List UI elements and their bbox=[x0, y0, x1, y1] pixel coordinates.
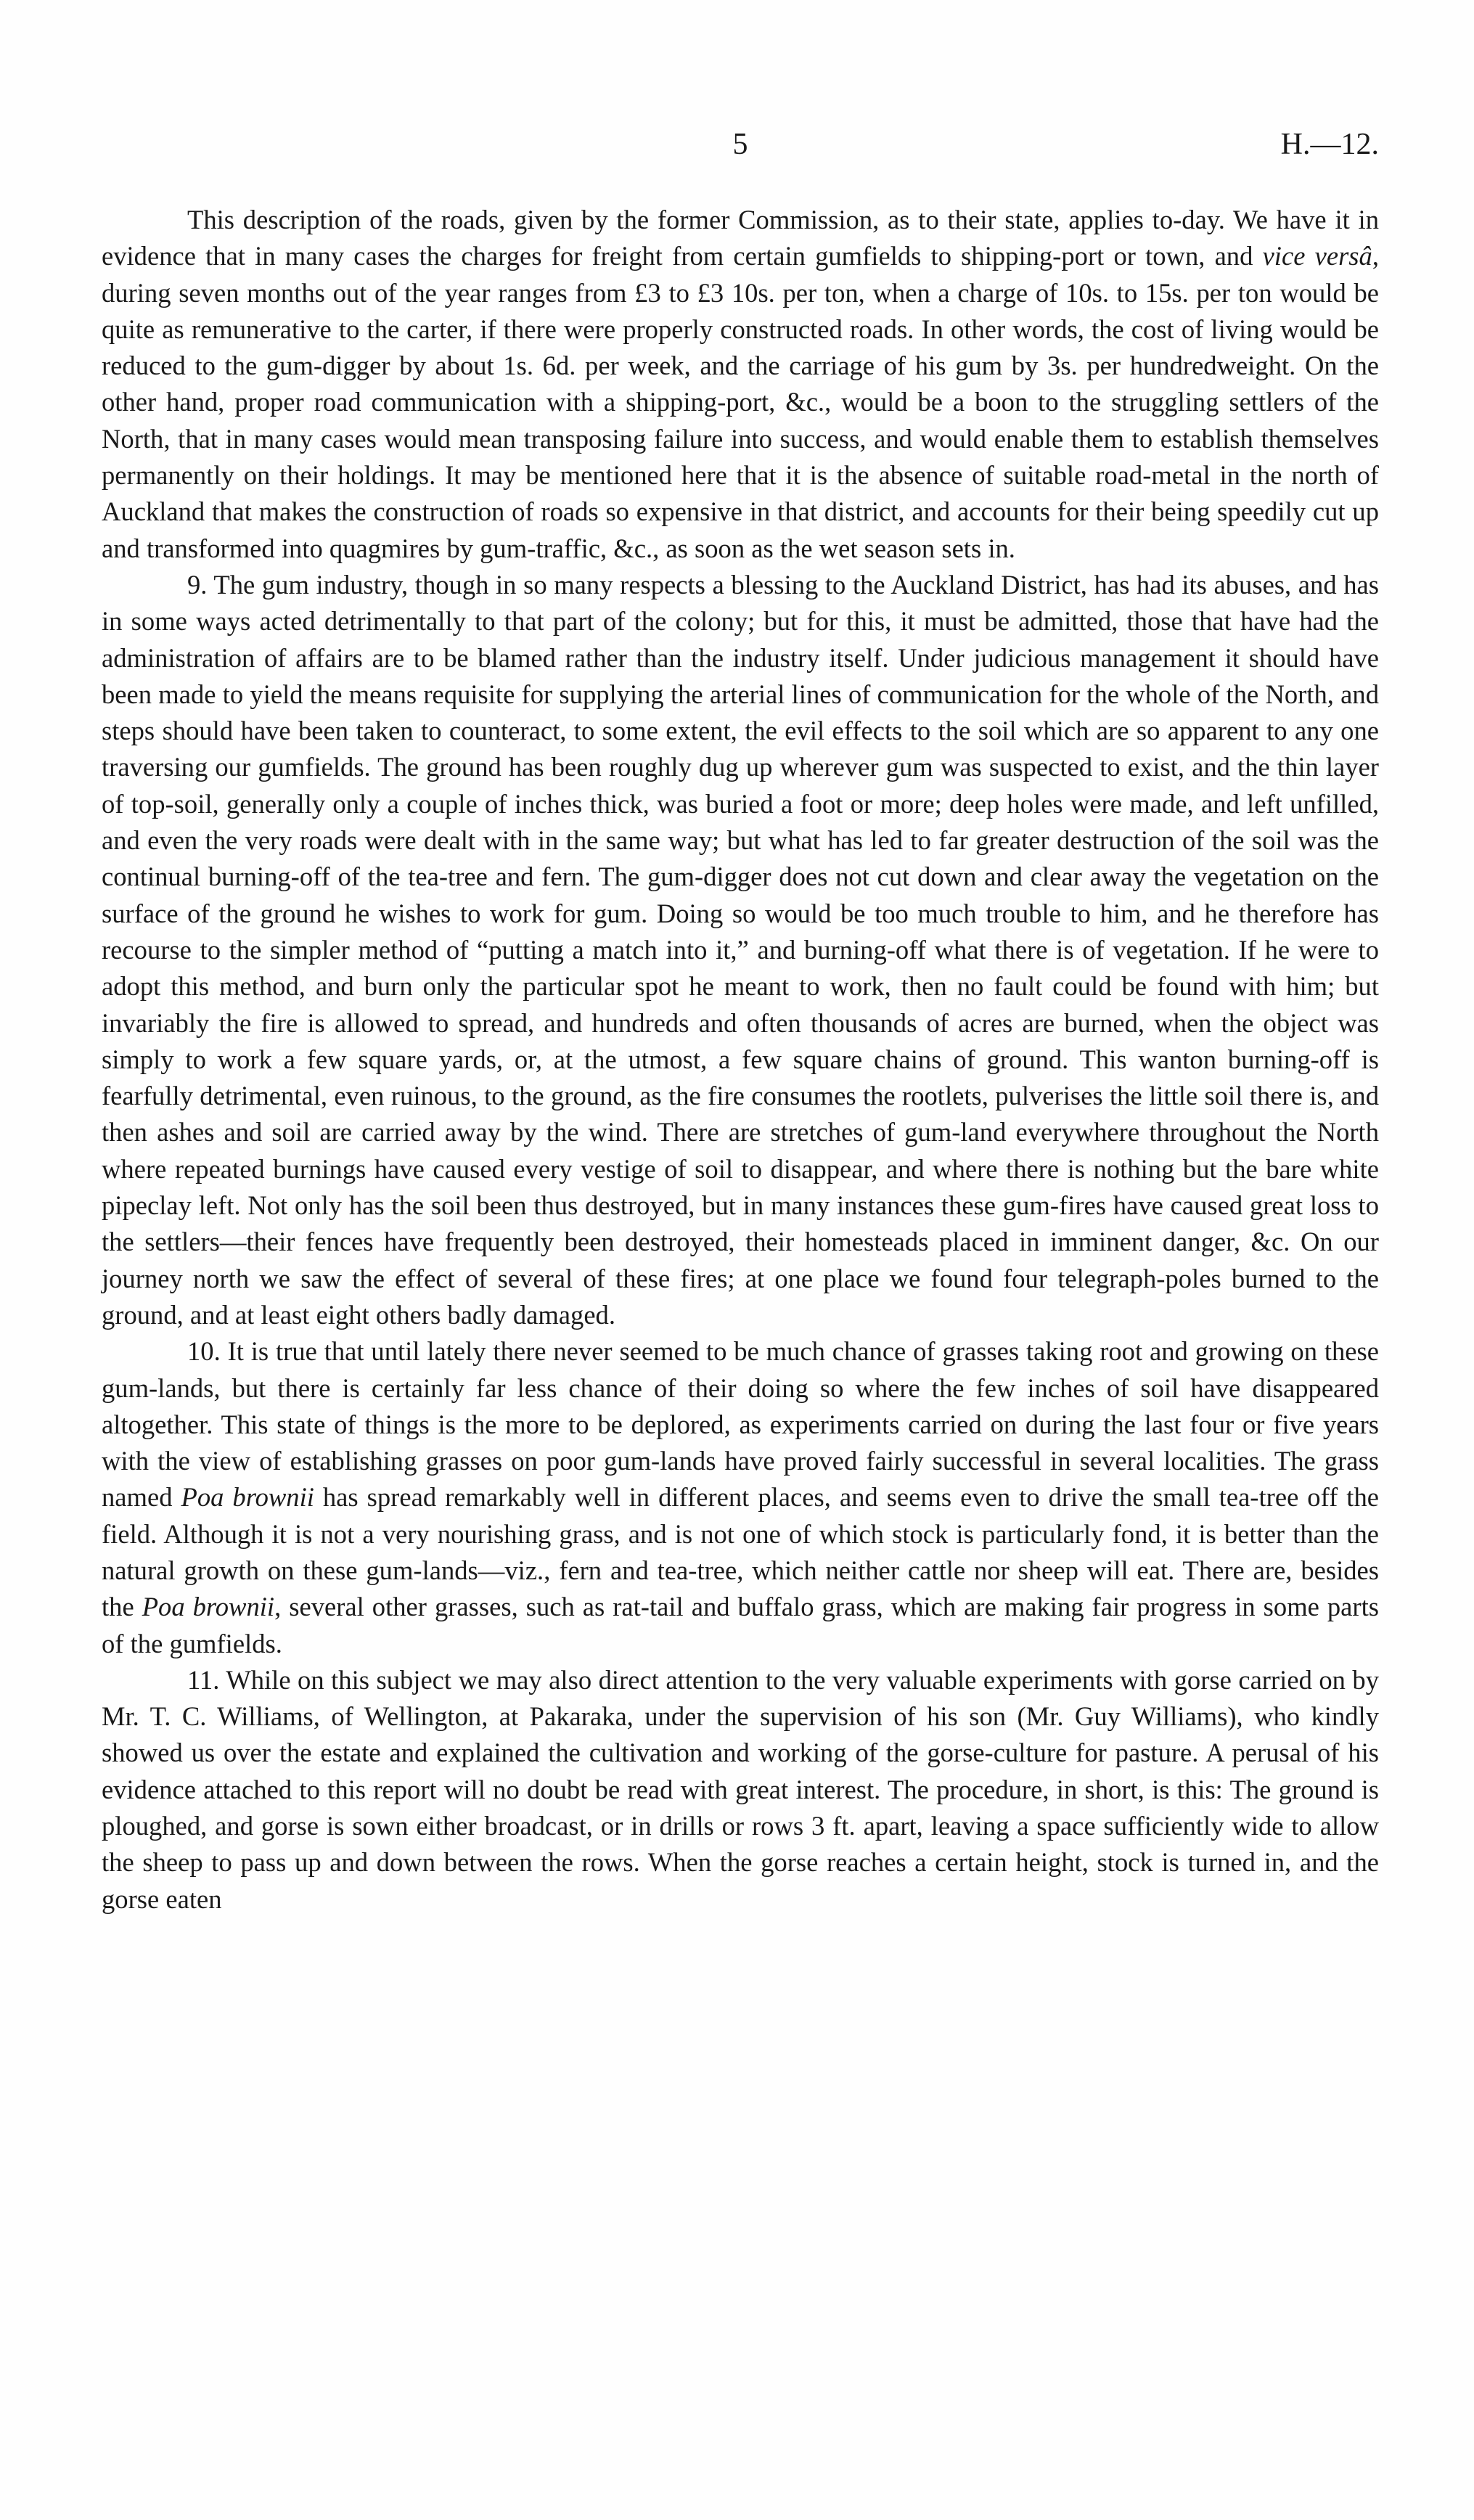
text-segment: 11. While on this subject we may also direct attention to the very valuable experiments with gorse carried on by Mr. T. C. Williams, of Wellington, at Pakaraka, under the supervision of his son (Mr. Guy Williams), who kindly showed us over the estate and explained the cultivation and working of the gorse-culture for pasture. A perusal of his evidence attached to this report will no doubt be read with great interest. The procedure, in short, is this: The ground is ploughed, and gorse is sown either broadcast, or in drills or rows 3 ft. apart, leaving a space sufficiently wide to allow the sheep to pass up and down between the rows. When the gorse reaches a certain height, stock is turned in, and the gorse eaten bbox=[102, 1664, 1379, 1914]
page-header bbox=[102, 127, 1379, 171]
italic-term: Poa brownii bbox=[142, 1592, 275, 1622]
text-segment: 10. It is true that until lately there never seemed to be much chance of grasses taking root and growing on these gum-lands, but there is certainly far less chance of their doing so where the few inches of soil have disappeared altogether. This state of things is the more to be deplored, as experiments carried on during the last four or five years with the view of establishing grasses on poor gum-lands have proved fairly successful in several localities. The grass named bbox=[102, 1336, 1379, 1513]
document-reference: H.—12. bbox=[1280, 128, 1379, 161]
paragraph-10-grasses bbox=[102, 1333, 1379, 1662]
text-segment: 9. The gum industry, though in so many respects a blessing to the Auckland District, has had its abuses, and has in some ways acted detrimentally to that part of the colony; but for this, it must be admitted, those that have had the administration of affairs are to be blamed rather than the industry itself. Under judicious management it should have been made to yield the means requisite for supplying the arterial lines of communication for the whole of the North, and steps should have been taken to counteract, to some extent, the evil effects to the soil which are so apparent to any one traversing our gumfields. The ground has been roughly dug up wherever gum was suspected to exist, and the thin layer of top-soil, generally only a couple of inches thick, was buried a foot or more; deep holes were made, and left unfilled, and even the very roads were dealt with in the same way; but what has led to far greater destruction of the soil was the continual burning-off of the tea-tree and fern. The gum-digger does not cut down and clear away the vegetation on the surface of the ground he wishes to work for gum. Doing so would be too much trouble to him, and he therefore has recourse to the simpler method of “putting a match into it,” and burning-off what there is of vegetation. If he were to adopt this method, and burn only the particular spot he meant to work, then no fault could be found with him; but invariably the fire is allowed to spread, and hundreds and often thousands of acres are burned, when the object was simply to work a few square yards, or, at the utmost, a few square chains of ground. This wanton burning-off is fearfully detrimental, even ruinous, to the ground, as the fire consumes the rootlets, pulverises the little soil there is, and then ashes and soil are carried away by the wind. There are stretches of gum-land everywhere throughout the North where repeated burnings have caused every vestige of soil to disappear, and where there is nothing but the bare white pipeclay left. Not only has the soil been thus destroyed, but in many instances these gum-fires have caused great loss to the settlers—their fences have frequently been destroyed, their homesteads placed in imminent danger, &c. On our journey north we saw the effect of several of these fires; at one place we found four telegraph-poles burned to the ground, and at least eight others badly damaged. bbox=[102, 569, 1379, 1330]
text-segment: This description of the roads, given by the former Commission, as to their state, applies to-day. We have it in evidence that in many cases the charges for freight from certain gumfields to shipping-port or town, and bbox=[102, 205, 1379, 271]
paragraph-9-gum-industry bbox=[102, 567, 1379, 1333]
paragraph-11-gorse bbox=[102, 1662, 1379, 1918]
italic-term: vice versâ bbox=[1262, 241, 1372, 271]
italic-term: Poa brownii bbox=[181, 1482, 314, 1513]
text-segment: , several other grasses, such as rat-tail and buffalo grass, which are making fair progress in some parts of the gumfields. bbox=[102, 1592, 1379, 1658]
body-text bbox=[102, 202, 1379, 1918]
text-segment: has spread remarkably well in different places, and seems even to drive the small tea-tree off the field. Although it is not a very nourishing grass, and is not one of which stock is particularly fond, it is better than the natural growth on these gum-lands—viz., fern and tea-tree, which neither cattle nor sheep will eat. There are, besides the bbox=[102, 1482, 1379, 1622]
paragraph-8-roads bbox=[102, 202, 1379, 567]
text-segment: , during seven months out of the year ranges from £3 to £3 10s. per ton, when a charge of 10s. to 15s. per ton would be quite as remunerative to the carter, if there were properly constructed roads. In other words, the cost of living would be reduced to the gum-digger by about 1s. 6d. per week, and the carriage of his gum by 3s. per hundredweight. On the other hand, proper road communication with a shipping-port, &c., would be a boon to the struggling settlers of the North, that in many cases would mean transposing failure into success, and would enable them to establish themselves permanently on their holdings. It may be mentioned here that it is the absence of suitable road-metal in the north of Auckland that makes the construction of roads so expensive in that district, and accounts for their being speedily cut up and transformed into quagmires by gum-traffic, &c., as soon as the wet season sets in. bbox=[102, 241, 1379, 563]
page-number: 5 bbox=[732, 128, 748, 161]
